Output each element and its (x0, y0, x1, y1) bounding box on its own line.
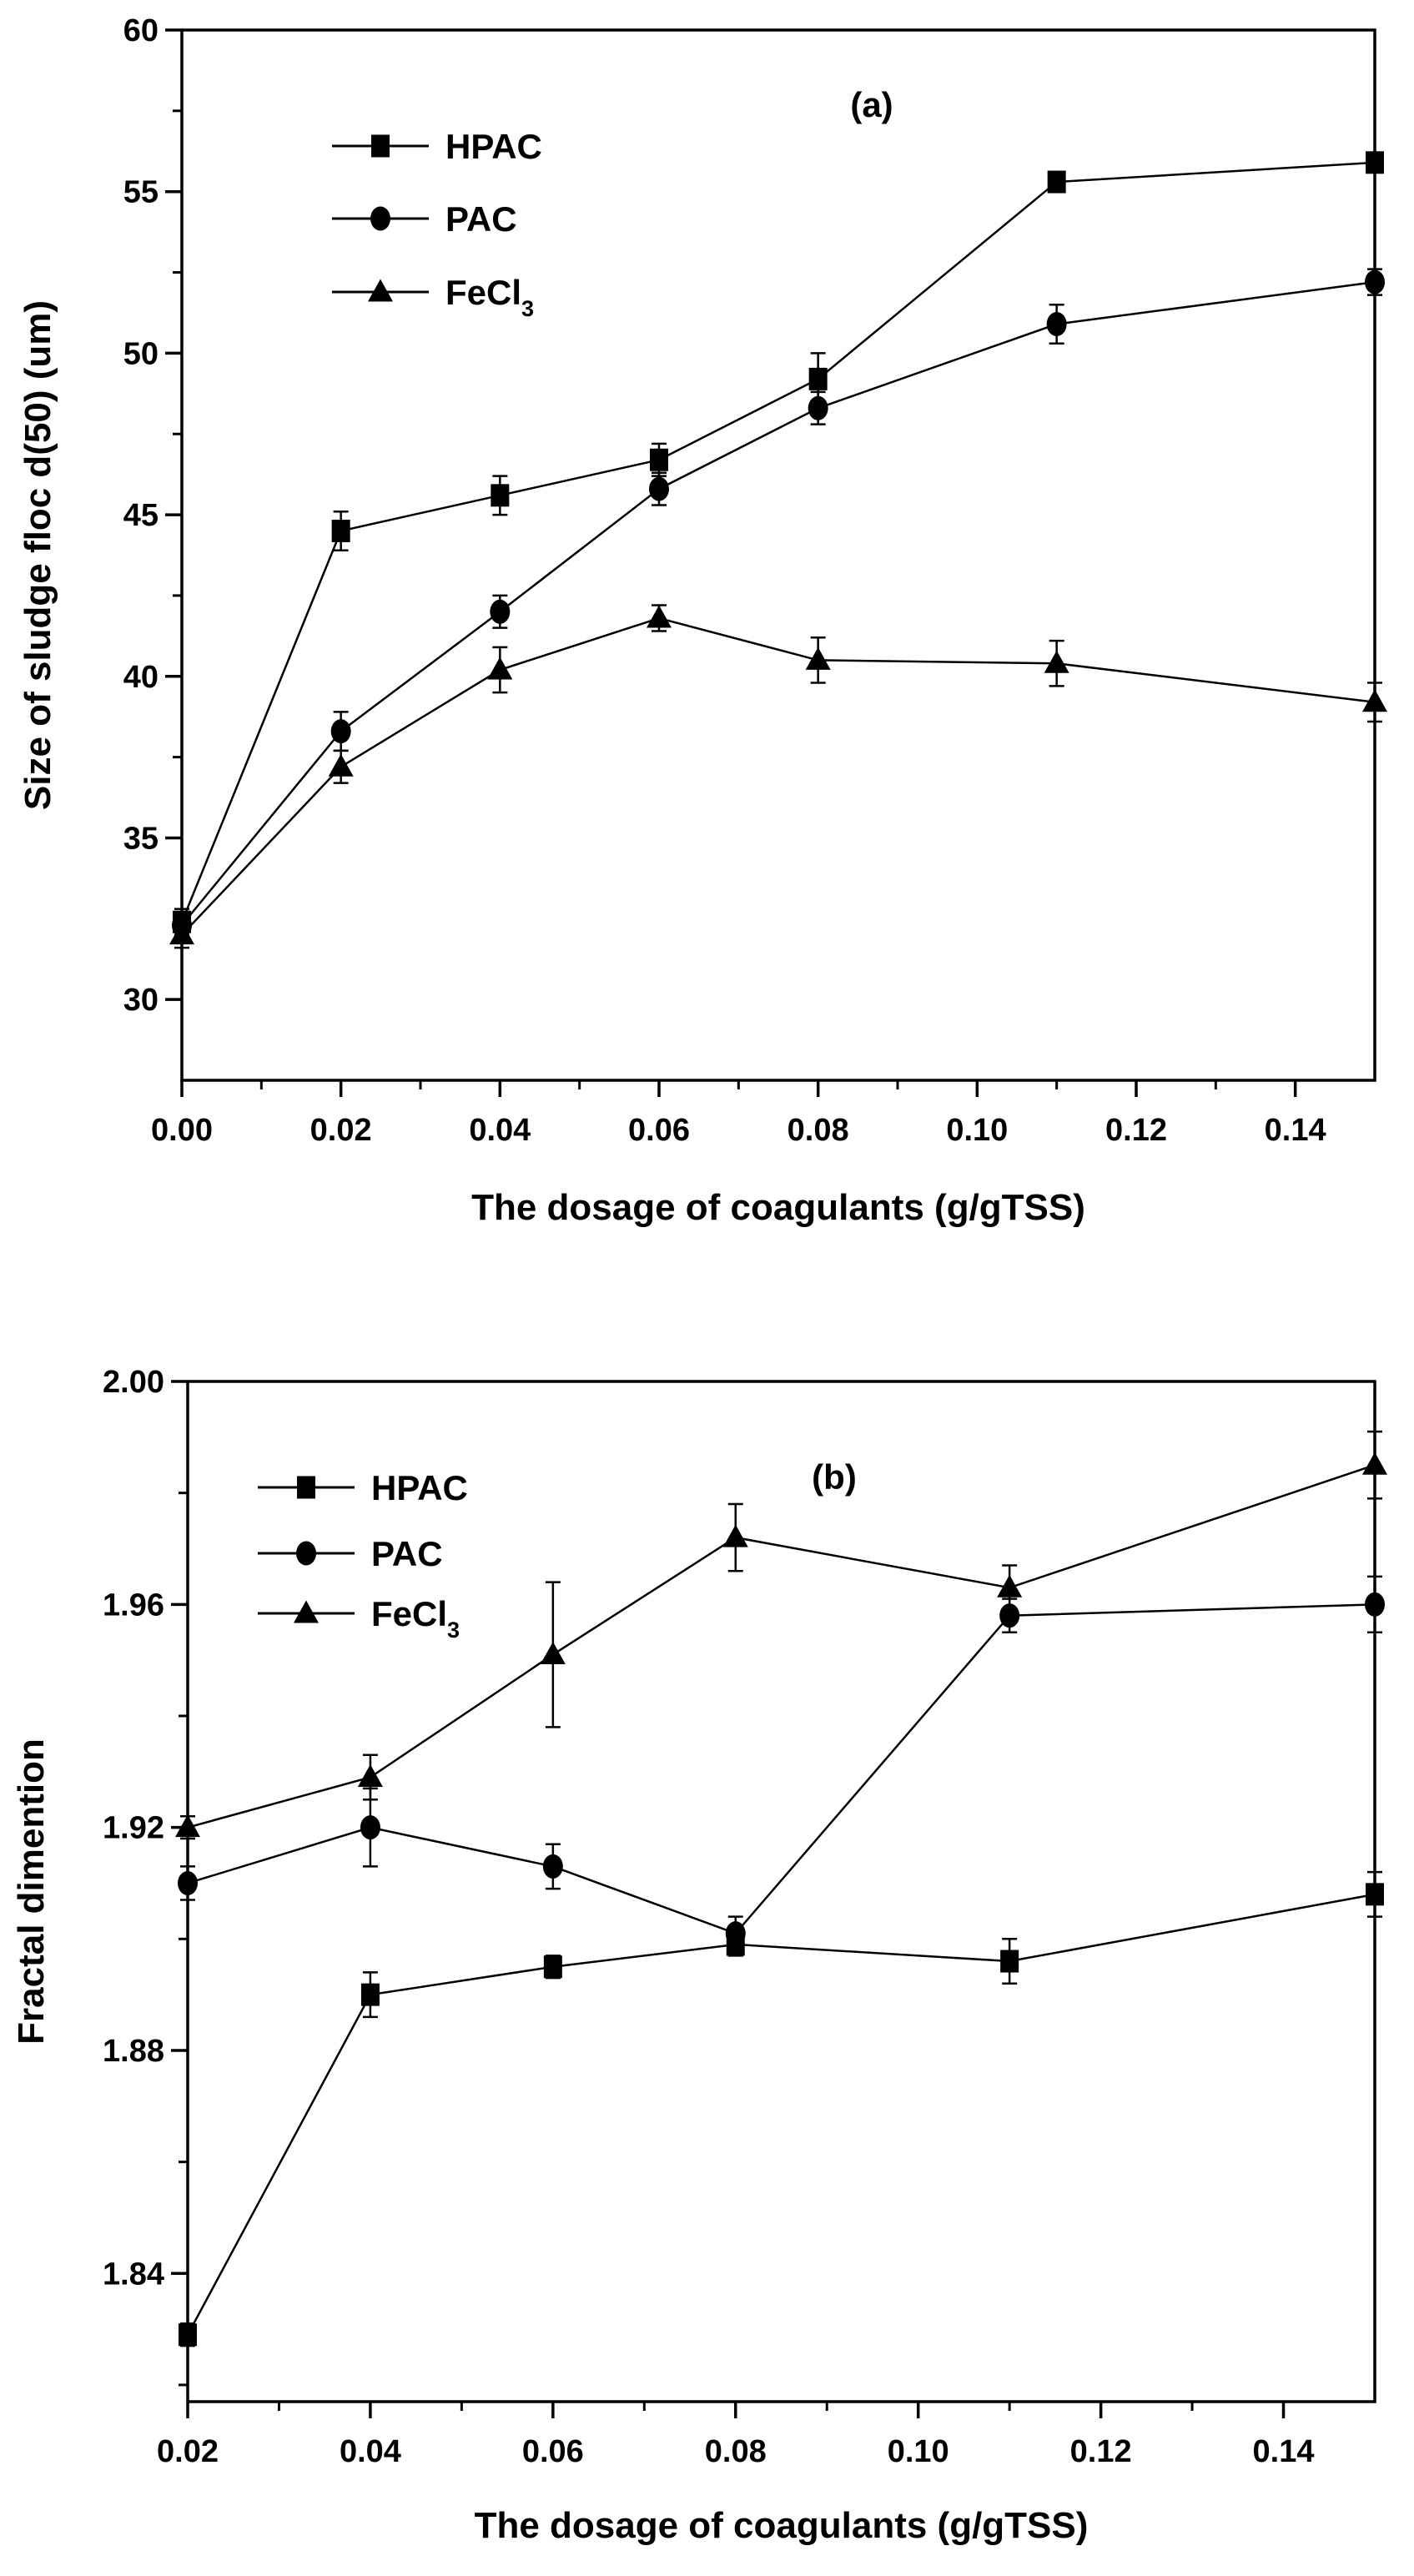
hpac-marker (491, 484, 509, 506)
x-tick-label: 0.02 (309, 1113, 372, 1148)
fecl3-marker (723, 1525, 748, 1547)
x-tick-label: 0.10 (887, 2434, 949, 2469)
x-tick-label: 0.14 (1252, 2434, 1315, 2469)
hpac-marker (332, 520, 350, 542)
pac-marker (360, 1815, 380, 1839)
hpac-marker (179, 2323, 197, 2346)
series-pac (172, 269, 1385, 938)
x-tick-label: 0.06 (521, 2434, 584, 2469)
square-legend-marker (297, 1477, 315, 1499)
series-hpac (173, 151, 1384, 934)
fecl3-marker (329, 754, 354, 777)
y-tick-label: 30 (123, 983, 159, 1019)
hpac-marker (1000, 1950, 1019, 1973)
x-tick-label: 0.00 (151, 1113, 213, 1148)
y-axis-label-a: Size of sludge floc d(50) (um) (18, 299, 58, 811)
y-tick-label: 40 (123, 659, 159, 695)
series-pac (178, 1577, 1385, 1950)
pac-marker (1365, 1592, 1385, 1617)
series-line-hpac (188, 1894, 1375, 2335)
legend-label: PAC (445, 199, 517, 239)
hpac-marker (650, 449, 668, 471)
hpac-marker (361, 1984, 380, 2006)
x-tick-label: 0.12 (1105, 1113, 1167, 1148)
y-tick-label: 1.96 (103, 1587, 164, 1623)
y-tick-label: 1.84 (103, 2257, 164, 2292)
x-axis-label-a: The dosage of coagulants (g/gTSS) (471, 1187, 1085, 1228)
legend-a (332, 127, 542, 321)
pac-marker (726, 1921, 746, 1945)
panel-a (18, 13, 1387, 1228)
panel-a-plot-box (182, 30, 1375, 1080)
pac-marker (331, 719, 351, 743)
pac-marker (649, 477, 669, 501)
pac-marker (808, 396, 828, 420)
fecl3-marker (647, 606, 672, 628)
panel-b-plot-box (188, 1381, 1375, 2402)
pac-marker (543, 1854, 563, 1879)
x-tick-label: 0.08 (787, 1113, 849, 1148)
legend-b (258, 1468, 468, 1643)
pac-marker (178, 1871, 198, 1895)
series-hpac (179, 1872, 1384, 2346)
series-line-hpac (182, 163, 1375, 922)
x-tick-label: 0.04 (339, 2434, 401, 2469)
pac-marker (490, 600, 510, 624)
pac-marker (1047, 312, 1067, 336)
hpac-marker (1366, 1883, 1384, 1905)
y-axis-label-b: Fractal dimention (11, 1738, 52, 2045)
x-tick-label: 0.08 (704, 2434, 767, 2469)
x-tick-label: 0.14 (1264, 1113, 1326, 1148)
legend-label: FeCl$_3$ (445, 273, 535, 321)
y-tick-label: 2.00 (103, 1365, 164, 1400)
y-tick-label: 55 (123, 174, 159, 210)
panel-tag-a: (a) (850, 85, 893, 124)
panel-tag-b: (b) (812, 1457, 857, 1497)
circle-legend-marker (370, 207, 390, 231)
legend-label: FeCl$_3$ (371, 1594, 460, 1643)
triangle-legend-marker (294, 1601, 319, 1623)
y-tick-label: 50 (123, 336, 159, 372)
x-tick-label: 0.04 (469, 1113, 531, 1148)
pac-marker (1365, 270, 1385, 294)
fecl3-marker (487, 657, 512, 680)
circle-legend-marker (296, 1542, 316, 1566)
x-tick-label: 0.12 (1069, 2434, 1132, 2469)
legend-label: PAC (371, 1534, 443, 1573)
square-legend-marker (371, 135, 390, 158)
y-tick-label: 35 (123, 821, 159, 857)
legend-label: HPAC (445, 127, 542, 166)
series-line-pac (182, 282, 1375, 925)
fecl3-marker (541, 1642, 566, 1664)
y-tick-label: 1.88 (103, 2033, 164, 2069)
triangle-legend-marker (368, 279, 393, 302)
hpac-marker (809, 368, 828, 390)
series-fecl3 (169, 606, 1387, 948)
x-axis-label-b: The dosage of coagulants (g/gTSS) (474, 2505, 1089, 2546)
x-tick-label: 0.06 (628, 1113, 690, 1148)
x-tick-label: 0.10 (946, 1113, 1009, 1148)
hpac-marker (1048, 171, 1066, 194)
series-fecl3 (175, 1431, 1387, 1839)
fecl3-marker (358, 1764, 383, 1787)
series-line-fecl3 (182, 618, 1375, 935)
y-tick-label: 60 (123, 13, 159, 48)
fecl3-marker (1044, 651, 1069, 673)
hpac-marker (544, 1955, 562, 1978)
panel-b (11, 1365, 1387, 2546)
y-tick-label: 45 (123, 498, 159, 534)
hpac-marker (1366, 151, 1384, 174)
y-tick-label: 1.92 (103, 1810, 164, 1846)
x-tick-label: 0.02 (157, 2434, 219, 2469)
series-line-pac (188, 1604, 1375, 1933)
fecl3-marker (1362, 1452, 1387, 1475)
legend-label: HPAC (371, 1468, 468, 1507)
